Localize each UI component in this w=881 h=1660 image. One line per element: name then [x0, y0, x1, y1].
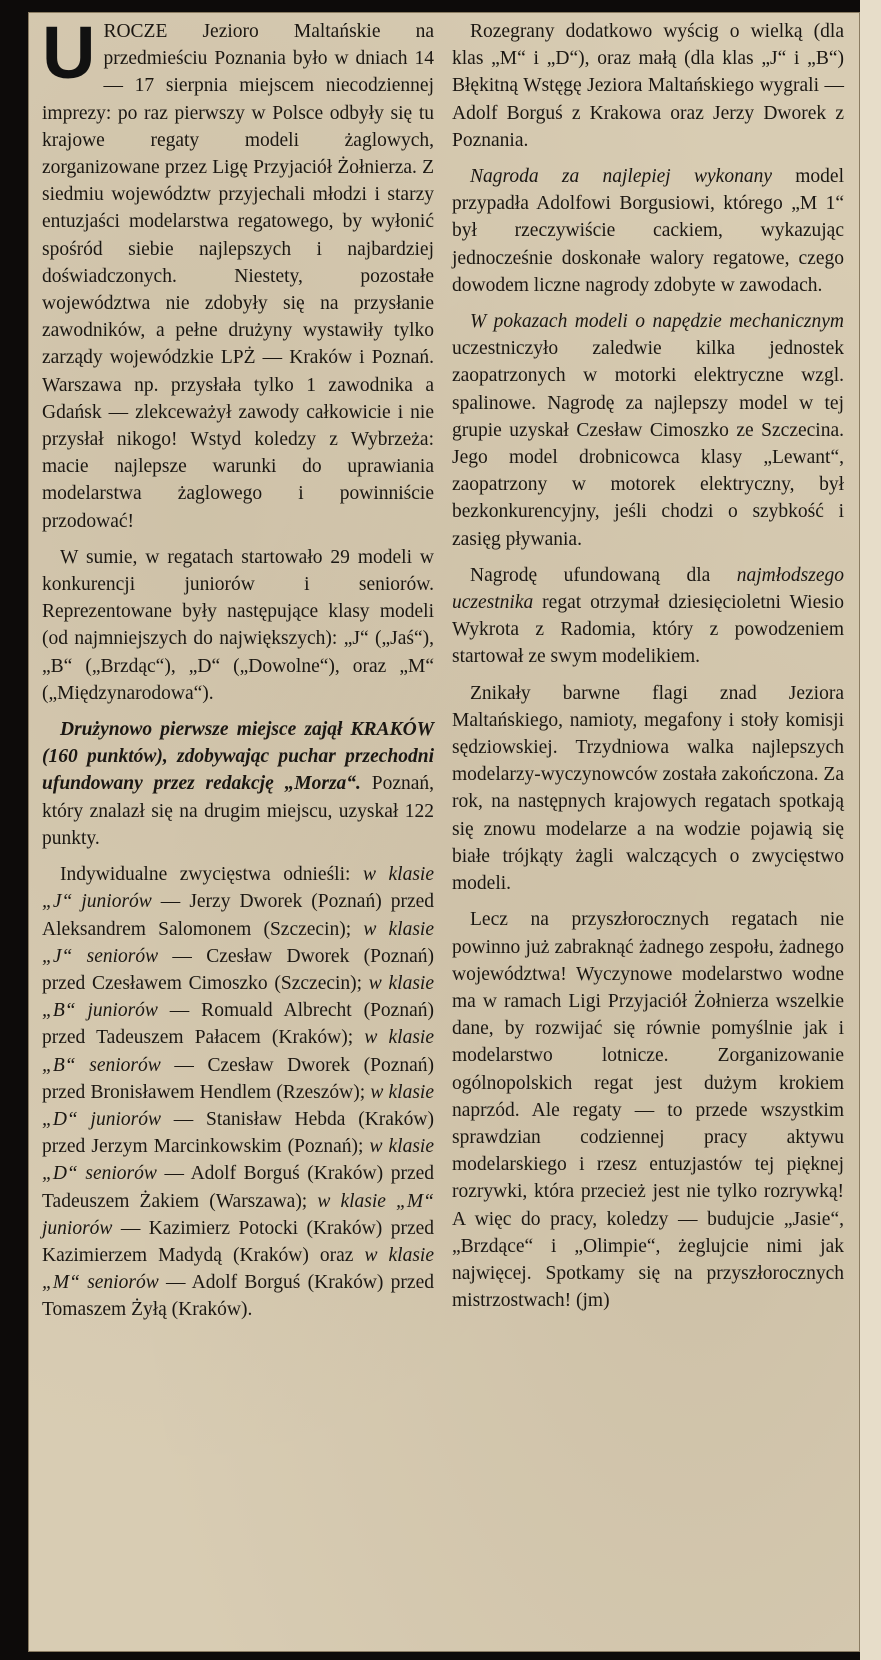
emphasis-text: Nagroda za najlepiej wykonany	[470, 166, 772, 188]
article-paragraph	[42, 11, 434, 535]
result-text: — Kazimierz Potocki (Kraków) przed Kazimierzem Madydą (Kraków) oraz	[42, 1217, 434, 1266]
article-paragraph: W sumie, w regatach startowało 29 modeli w konkurencji juniorów i seniorów. Reprezentowane były następujące klasy modeli (od najmniejszych do największych): „J“ („Jaś“), „B“ („Brzdąc“), „D“ („Dowolne“), oraz „M“ („Międzynarodowa“).	[42, 546, 434, 704]
result-text: — Stanisław Hebda (Kraków) przed Jerzym Marcinkowskim (Poznań);	[42, 1108, 435, 1158]
paragraph-text: regat otrzymał dziesięcioletni Wiesio Wykrota z Radomia, który z powodzeniem startował ze swym modelikiem.	[452, 592, 844, 668]
article-paragraph: Rozegrany dodatkowo wyścig o wielką (dla klas „M“ i „D“), oraz małą (dla klas „J“ i „B“) Błękitną Wstęgę Jeziora Maltańskiego wygrali — Adolf Borguś z Krakowa oraz Jerzy Dworek z Poznania.	[452, 21, 844, 151]
background-strip	[860, 0, 881, 1660]
paragraph-text: Poznań, który znalazł się na drugim miejscu, uzyskał 122 punkty.	[42, 773, 435, 849]
class-label: w klasie „B“ juniorów	[42, 972, 434, 1022]
paragraph-text: model przypadła Adolfowi Borgusiowi, którego „M 1“ był rzeczywiście cackiem, wykazując jednocześnie doskonałe walory regatowe, czego dowodem liczne nagrody zdobyte w zawodach.	[452, 166, 844, 296]
results-paragraph	[42, 861, 434, 1323]
paragraph-text: Nagrodę ufundowaną dla	[470, 564, 737, 586]
paragraph-text: Indywidualne zwycięstwa odnieśli:	[60, 864, 363, 886]
article-paragraph	[452, 562, 844, 671]
class-label: w klasie „J“ juniorów	[42, 864, 434, 913]
result-text: — Czesław Dworek (Poznań) przed Bronisławem Hendlem (Rzeszów);	[42, 1054, 434, 1103]
result-text: — Czesław Dworek (Poznań) przed Czesławem Cimoszko (Szczecin);	[42, 945, 435, 994]
paragraph-text: ROCZE Jezioro Maltańskie na przedmieściu Poznania było w dniach 14 — 17 sierpnia miejscem niecodziennej imprezy: po raz pierwszy w Polsce odbyły się tu krajowe regaty modeli żaglowych, zorganizowane przez Ligę Przyjaciół Żołnierza. Z siedmiu województw przyjechali młodzi i starzy entuzjaści modelarstwa regatowego, by wyłonić spośród siebie najlepszych i najbardziej doświadczonych. Niestety, pozostałe województwa nie zdobyły się na przysłanie zawodników, a pełne drużyny wystawiły tylko zarządy wojewódzkie LPŻ — Kraków i Poznań. Warszawa np. przysłała tylko 1 zawodnika a Gdańsk — zlekceważył zawody całkowicie i nie przysłał nikogo! Wstyd koledzy z Wybrzeża: macie najlepsze warunki do uprawiania modelarstwa żaglowego i powinniście przodować!	[42, 21, 434, 532]
class-label: w klasie „M“ seniorów	[42, 1244, 434, 1294]
drop-cap: U	[42, 11, 96, 94]
class-label: w klasie „J“ seniorów	[42, 918, 434, 967]
result-text: — Jerzy Dworek (Poznań) przed Aleksandrem Salomonem (Szczecin);	[42, 891, 435, 940]
article-paragraph: Lecz na przyszłorocznych regatach nie powinno już zabraknąć żadnego zespołu, żadnego województwa! Wyczynowe modelarstwo wodne ma w ramach Ligi Przyjaciół Żołnierza wszelkie dane, by rozwijać się równie pomyślnie jak i modelarstwo lotnicze. Zorganizowanie ogólnopolskich regat jest dużym krokiem naprzód. Ale regaty — to przede wszystkim sprawdzian codziennej pracy aktywu modelarskiego i rzesz entuzjastów tej pięknej rozrywki, która przecież jest nie tylko rozrywką! A więc do pracy, koledzy — budujcie „Jasie“, „Brzdące“ i „Olimpie“, żeglujcie nimi jak najwięcej. Spotkamy się na przyszłorocznych mistrzostwach! (jm)	[452, 909, 844, 1312]
article-paragraph	[452, 163, 844, 299]
result-text: — Romuald Albrecht (Poznań) przed Tadeuszem Pałacem (Kraków);	[42, 1000, 434, 1049]
article-column-right	[452, 18, 844, 1323]
class-label: w klasie „M“ juniorów	[42, 1190, 434, 1239]
team-result-emphasis: Drużynowo pierwsze miejsce zajął KRAKÓW (160 punktów), zdobywając puchar przechodni ufundowany przez redakcję „Morza“.	[42, 719, 434, 795]
article-column-left	[42, 11, 435, 1333]
result-text: — Adolf Borguś (Kraków) przed Tomaszem Żyłą (Kraków).	[42, 1272, 434, 1321]
result-text: — Adolf Borguś (Kraków) przed Tadeuszem Żakiem (Warszawa);	[42, 1163, 435, 1212]
article-paragraph	[42, 716, 434, 852]
emphasis-text: W pokazach modeli o napędzie mechanicznym	[470, 311, 844, 333]
article-paragraph: Znikały barwne flagi znad Jeziora Maltańskiego, namioty, megafony i stoły komisji sędziowskiej. Trzydniowa walka najlepszych modelarzy-wyczynowców została zakończona. Za rok, na następnych krajowych regatach spotkają się znowu modelarze a na wodzie pojawią się białe trójkąty żagli walczących o zwycięstwo modeli.	[452, 682, 844, 895]
class-label: w klasie „D“ juniorów	[42, 1081, 434, 1130]
emphasis-text: najmłodszego uczestnika	[452, 564, 844, 614]
class-label: w klasie „B“ seniorów	[42, 1027, 434, 1076]
article-paragraph	[452, 308, 844, 553]
class-label: w klasie „D“ seniorów	[42, 1136, 434, 1185]
paragraph-text: uczestniczyło zaledwie kilka jednostek zaopatrzonych w motorki elektryczne wzgl. spalinowe. Nagrodę za najlepszy model w tej grupie uzyskał Czesław Cimoszko ze Szczecina. Jego model drobnicowca klasy „Lewant“, zaopatrzony w motorek elektryczny, był bezkonkurencyjny, jeśli chodzi o szybkość i zasięg pływania.	[452, 338, 844, 550]
